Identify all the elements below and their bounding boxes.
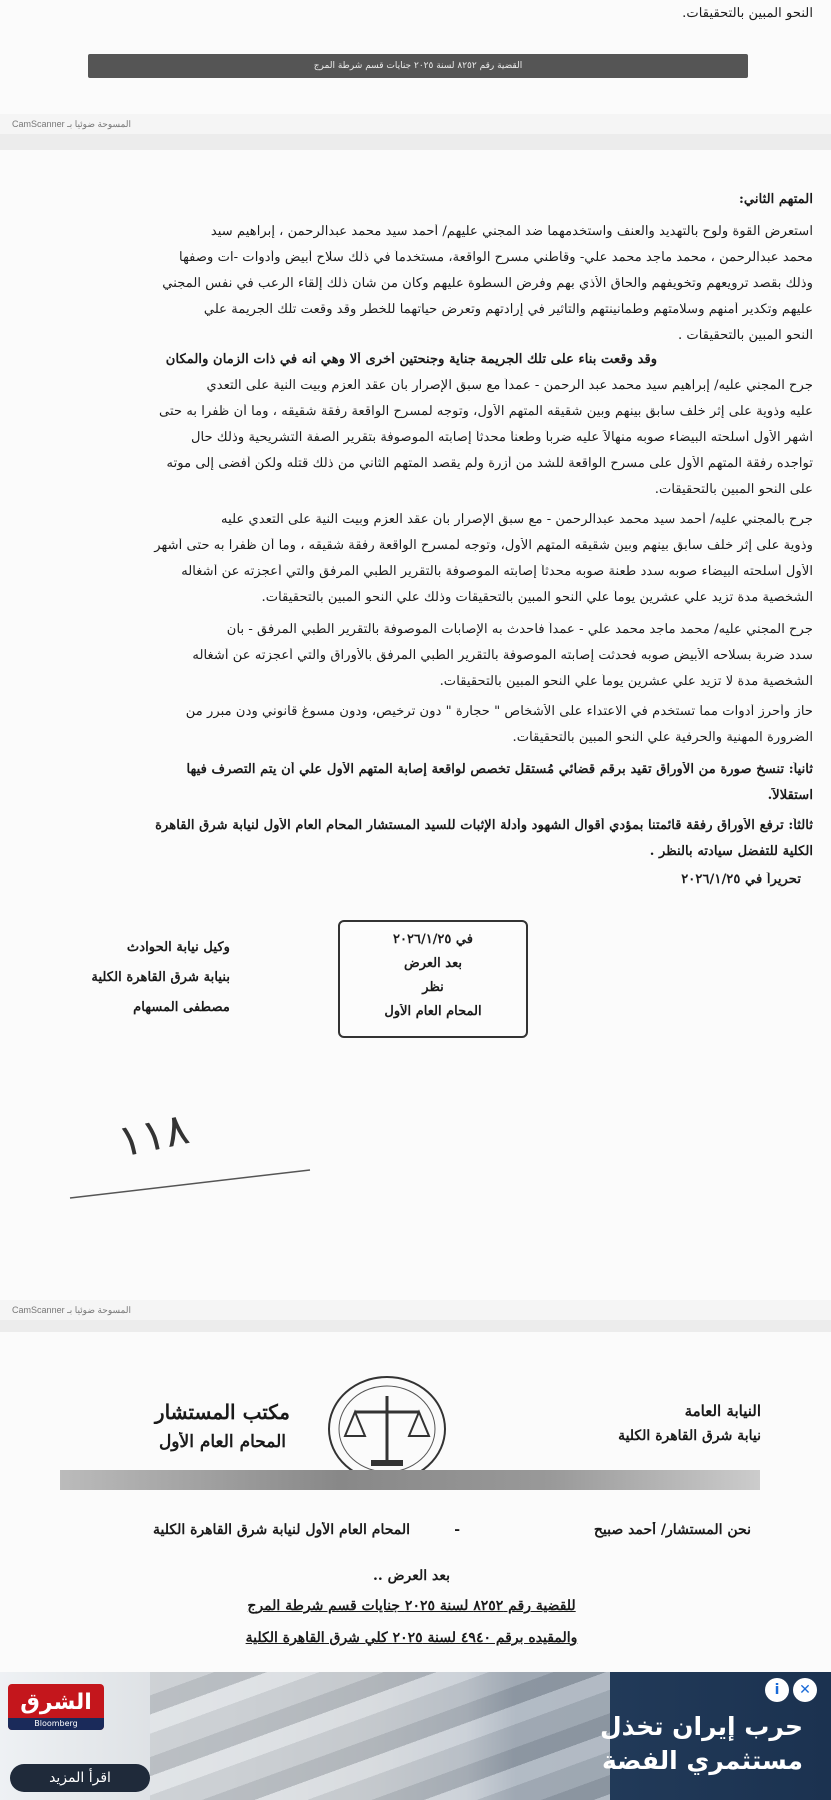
ad-banner[interactable]	[0, 1672, 831, 1800]
text-line: أشهر الأول أسلحته البيضاء صوبه منهالاً عليه ضرباً وطعناً محدثاً إصابته الموصوفة بتقرير الصفة التشريحية وذلك حال	[190, 430, 813, 445]
text-line: عليه وذوية على إثر خلف سابق بينهم وبين شقيقه المتهم الأول، وتوجه لمسرح الواقعة رفقة شقيقه ، وما أن ظفرا به حتى	[159, 404, 813, 419]
text-line: وذلك بقصد ترويعهم وتخويفهم والحاق الأذي بهم وفرض السطوة عليهم وكان من شأن ذلك إلقاء الرعب في نفس المجني	[162, 276, 813, 291]
authority-title: النيابة العامة	[684, 1402, 761, 1420]
scales-emblem-icon	[325, 1374, 449, 1484]
ad-headline[interactable]: حرب إيران تخذل مستثمري الفضة	[599, 1712, 803, 1775]
text-line: الأول أسلحته البيضاء صوبه سدد طعنة صوبه محدثاً إصابته الموصوفة بالتقرير الطبي المرفق والتي أعجزته عن أشغاله	[181, 564, 813, 579]
page-gap	[0, 134, 831, 150]
read-more-button[interactable]: اقرأ المزيد	[10, 1764, 150, 1792]
brand-logo[interactable]: الشرق Bloomberg	[8, 1684, 104, 1730]
case-line: للقضية رقم ٨٢٥٢ لسنة ٢٠٢٥ جنايات قسم شرطة المرج	[247, 1598, 576, 1614]
heading: المتهم الثاني:	[739, 192, 813, 207]
page1-top-line: النحو المبين بالتحقيقات.	[682, 6, 813, 21]
approval-stamp: في ٢٠٢٦/١/٢٥ بعد العرض نظر المحام العام الأول	[338, 920, 528, 1038]
reference-line: والمقيده برقم ٤٩٤٠ لسنة ٢٠٢٥ كلي شرق القاهرة الكلية	[245, 1630, 578, 1646]
scanner-footer-2: CamScanner المسوحة ضوئيا بـ	[0, 1300, 831, 1320]
text-line: جرح بالمجني عليه/ أحمد سيد محمد عبدالرحمن - مع سبق الإصرار بأن عقد العزم وبيت النية على التعدي عليه	[221, 512, 813, 527]
signature-line: مصطفى المسهام	[133, 1000, 230, 1015]
info-icon[interactable]: i	[765, 1678, 789, 1702]
third-item: ثالثاً: ترفع الأوراق رفقة قائمتنا بمؤدي أقوال الشهود وأدلة الإثبات للسيد المستشار المحام العام الأول لنيابة شرق القاهرة	[155, 818, 813, 833]
after-review: بعد العرض ..	[372, 1568, 451, 1584]
case-banner: القضية رقم ٨٢٥٢ لسنة ٢٠٢٥ جنايات قسم شرطة المرج	[88, 54, 748, 78]
authority-subtitle: نيابة شرق القاهرة الكلية	[618, 1428, 761, 1444]
text-line: سدد ضربة بسلاحه الأبيض صوبه فحدثت إصابته الموصوفة بالتقرير الطبي المرفق بالأوراق والتي أعجزته عن أشغاله	[192, 648, 813, 663]
silver-bars-image	[150, 1672, 610, 1800]
scan-page-3	[0, 1332, 831, 1672]
signature-line: بنيابة شرق القاهرة الكلية	[91, 970, 230, 985]
text-line: الضرورة المهنية والحرفية علي النحو المبين بالتحقيقات.	[512, 730, 813, 745]
text-line: الشخصية مدة تزيد علي عشرين يوماً علي النحو المبين بالتحقيقات وذلك علي النحو المبين بالتحقيقات.	[261, 590, 813, 605]
text-line: الشخصية مدة لا تزيد علي عشرين يوماً علي النحو المبين بالتحقيقات.	[439, 674, 813, 689]
counsel-title: المحام العام الأول لنيابة شرق القاهرة الكلية	[152, 1522, 410, 1538]
written-date: تحريراً في ٢٠٢٦/١/٢٥	[681, 872, 801, 887]
office-title: مكتب المستشار	[154, 1400, 290, 1424]
close-icon[interactable]: ✕	[793, 1678, 817, 1702]
text-line: استعرض القوة ولوح بالتهديد والعنف واستخدمهما ضد المجني عليهم/ أحمد سيد محمد عبدالرحمن ، إبراهيم سيد	[210, 224, 813, 239]
text-line: تواجده رفقة المتهم الأول على مسرح الواقعة للشد من أزرة ولم يقصد المتهم الثاني من ذلك قتله ولكن أفضى إلى موته	[166, 456, 813, 471]
office-subtitle: المحام العام الأول	[158, 1432, 286, 1452]
text-line: محمد عبدالرحمن ، محمد ماجد محمد علي- وقاطني مسرح الواقعة، مستخدماً في ذلك سلاح أبيض وأدوات -ات وصفها	[179, 250, 813, 265]
text-line: حاز وأحرز أدوات مما تستخدم في الاعتداء على الأشخاص " حجارة " دون ترخيص، ودون مسوغ قانوني ودن مبرر من	[185, 704, 813, 719]
text-line: جرح المجني عليه/ محمد ماجد محمد علي - عمداً فأحدث به الإصابات الموصوفة بالتقرير الطبي المرفق - بأن	[226, 622, 813, 637]
scan-page-1	[0, 0, 831, 122]
text-line: جرح المجني عليه/ إبراهيم سيد محمد عبد الرحمن - عمداً مع سبق الإصرار بأن عقد العزم وبيت النية على التعدي	[206, 378, 813, 393]
text-line: وذوية على إثر خلف سابق بينهم وبين شقيقه المتهم الأول، وتوجه لمسرح الواقعة رفقة شقيقه ، وما أن ظفرا به حتى أشهر	[154, 538, 813, 553]
scanner-footer-1: CamScanner المسوحة ضوئيا بـ	[0, 114, 831, 134]
header-divider	[60, 1470, 760, 1490]
page-gap	[0, 1320, 831, 1332]
subheading: وقد وقعت بناء على تلك الجريمة جناية وجنحتين أخرى ألا وهي أنه في ذات الزمان والمكان	[165, 352, 658, 367]
scan-page-2	[0, 150, 831, 1300]
signature-line: وكيل نيابة الحوادث	[126, 940, 230, 955]
text-line: على النحو المبين بالتحقيقات.	[654, 482, 813, 497]
second-item: استقلالاً.	[767, 788, 813, 803]
handwritten-number: ١١٨	[113, 1103, 194, 1168]
counsel-name: نحن المستشار/ أحمد صبيح	[593, 1522, 751, 1538]
text-line: عليهم وتكدير أمنهم وسلامتهم وطمأنينتهم والتأثير في إرادتهم وتعرض حياتهما للخطر وقد وقعت تلك الجريمة علي	[203, 302, 813, 317]
separator: -	[454, 1522, 460, 1538]
third-item: الكلية للتفضل سيادته بالنظر .	[649, 844, 813, 859]
text-line: النحو المبين بالتحقيقات .	[677, 328, 813, 343]
ad-controls	[761, 1678, 823, 1704]
second-item: ثانياً: تنسخ صورة من الأوراق تقيد برقم قضائي مُستقل تخصص لواقعة إصابة المتهم الأول علي أن يتم التصرف فيها	[186, 762, 813, 777]
handwritten-stroke	[60, 1150, 320, 1210]
